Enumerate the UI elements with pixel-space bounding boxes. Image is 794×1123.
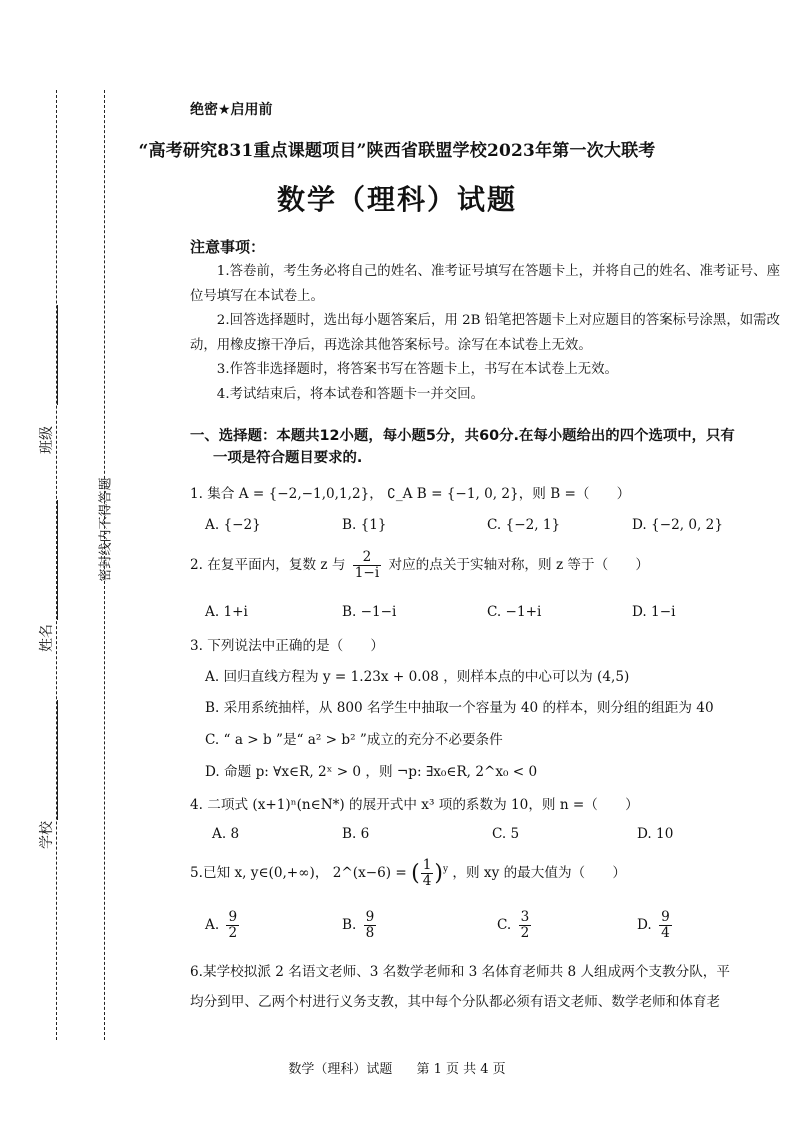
question-5-stem: 5.已知 x, y∈(0,+∞)， 2^(x−6) = ( $\frac{1}{4}$ )$^y$ ，则 xy 的最大值为（ ） xyxy=(190,857,626,889)
exam-header: “高考研究831重点课题项目”陕西省联盟学校2023年第一次大联考 xyxy=(138,141,656,161)
question-4-stem: 4. 二项式 (x+1)ⁿ(n∈N*) 的展开式中 x³ 项的系数为 10，则 n =（ ） xyxy=(190,797,639,813)
fraction-numerator: 1 xyxy=(422,857,432,873)
question-4-option-d: D. 10 xyxy=(637,826,674,842)
question-5-option-d: D. $\frac{9}{4}$ xyxy=(637,909,670,941)
fraction-denominator: 4 xyxy=(422,872,432,889)
footer-page-number: 第 1 页 共 4 页 xyxy=(416,1062,506,1077)
question-3-option-c: C. “ a > b ”是“ a² > b² ”成立的充分不必要条件 xyxy=(205,732,503,748)
fraction-denominator: 1−i xyxy=(354,564,380,581)
question-2-stem-pre: 2. 在复平面内，复数 z 与 xyxy=(190,556,346,573)
section-heading-line1: 一、选择题：本题共12小题，每小题5分，共60分.在每小题给出的四个选项中，只有 xyxy=(190,428,735,444)
school-field-underline xyxy=(57,700,58,820)
footer-subject: 数学（理科）试题 xyxy=(288,1062,393,1077)
fraction-numerator: 2 xyxy=(353,550,381,566)
name-field-underline xyxy=(57,500,58,620)
question-5-stem-pre: 5.已知 x, y∈(0,+∞)， 2^(x−6) = xyxy=(190,864,407,881)
section-heading xyxy=(190,425,780,469)
question-1-option-a: A. {−2} xyxy=(205,517,261,533)
question-2-option-b: B. −1−i xyxy=(342,604,397,620)
section-heading-line2: 一项是符合题目要求的. xyxy=(213,450,363,466)
notice-title: 注意事项： xyxy=(190,238,266,256)
class-field-underline xyxy=(57,305,58,405)
question-4-option-c: C. 5 xyxy=(492,826,520,842)
notice-item: 1.答卷前，考生务必将自己的姓名、准考证号填写在答题卡上，并将自己的姓名、准考证号、座位号填写在本试卷上。 xyxy=(190,264,780,304)
question-5-option-a: A. $\frac{9}{2}$ xyxy=(205,909,238,941)
class-label: 班级 xyxy=(39,426,55,454)
question-2-stem-post: 对应的点关于实轴对称，则 z 等于（ ） xyxy=(388,556,649,573)
question-1-option-c: C. {−2, 1} xyxy=(487,517,561,533)
question-2-fraction xyxy=(353,550,381,581)
question-4-option-a: A. 8 xyxy=(212,826,240,842)
name-label: 姓名 xyxy=(39,624,55,652)
question-5-fraction xyxy=(421,858,434,889)
notice-item: 3.作答非选择题时，将答案书写在答题卡上，书写在本试卷上无效。 xyxy=(216,362,618,377)
question-5-option-b: B. $\frac{9}{8}$ xyxy=(342,909,375,941)
notice-item: 4.考试结束后，将本试卷和答题卡一并交回。 xyxy=(216,386,484,402)
question-2-option-c: C. −1+i xyxy=(487,604,542,620)
question-6-line2: 均分到甲、乙两个村进行义务支教，其中每个分队都必须有语文老师、数学老师和体育老 xyxy=(190,994,721,1010)
notice-item: 2.回答选择题时，选出每小题答案后，用 2B 铅笔把答题卡上对应题目的答案标号涂黑，如需改动，用橡皮擦干净后，再选涂其他答案标号。涂写在本试卷上无效。 xyxy=(190,313,780,353)
question-1-option-d: D. {−2, 0, 2} xyxy=(632,517,723,533)
page-footer xyxy=(0,1058,794,1077)
question-1-option-b: B. {1} xyxy=(342,517,387,533)
question-3-option-a: A. 回归直线方程为 y = 1.23x + 0.08 ，则样本点的中心可以为 (4,5) xyxy=(205,669,630,685)
question-6-line1: 6.某学校拟派 2 名语文老师、3 名数学老师和 3 名体育老师共 8 人组成两个支教分队，平 xyxy=(190,964,730,980)
question-4-option-b: B. 6 xyxy=(342,826,370,842)
seal-warning: 密封线内不得答题 xyxy=(98,477,114,582)
question-3-option-b: B. 采用系统抽样，从 800 名学生中抽取一个容量为 40 的样本，则分组的组距为 40 xyxy=(205,700,714,716)
school-label: 学校 xyxy=(39,821,55,849)
question-2-option-a: A. 1+i xyxy=(205,604,248,620)
page-title: 数学（理科）试题 xyxy=(276,183,517,216)
question-5-option-c: C. $\frac{3}{2}$ xyxy=(497,909,530,941)
notice-list xyxy=(190,260,780,407)
question-2-stem xyxy=(190,550,649,581)
question-5-stem-post: ，则 xy 的最大值为（ ） xyxy=(452,864,626,881)
question-1-stem: 1. 集合 A = {−2,−1,0,1,2}， ∁_A B = {−1, 0, 2}，则 B =（ ） xyxy=(190,486,631,502)
question-2-option-d: D. 1−i xyxy=(632,604,676,620)
top-secret-label: 绝密★启用前 xyxy=(190,102,273,118)
question-3-stem: 3. 下列说法中正确的是（ ） xyxy=(190,638,385,654)
question-3-option-d: D. 命题 p: ∀x∈R, 2ˣ > 0 ，则 ¬p: ∃x₀∈R, 2^x₀ < 0 xyxy=(205,764,538,780)
